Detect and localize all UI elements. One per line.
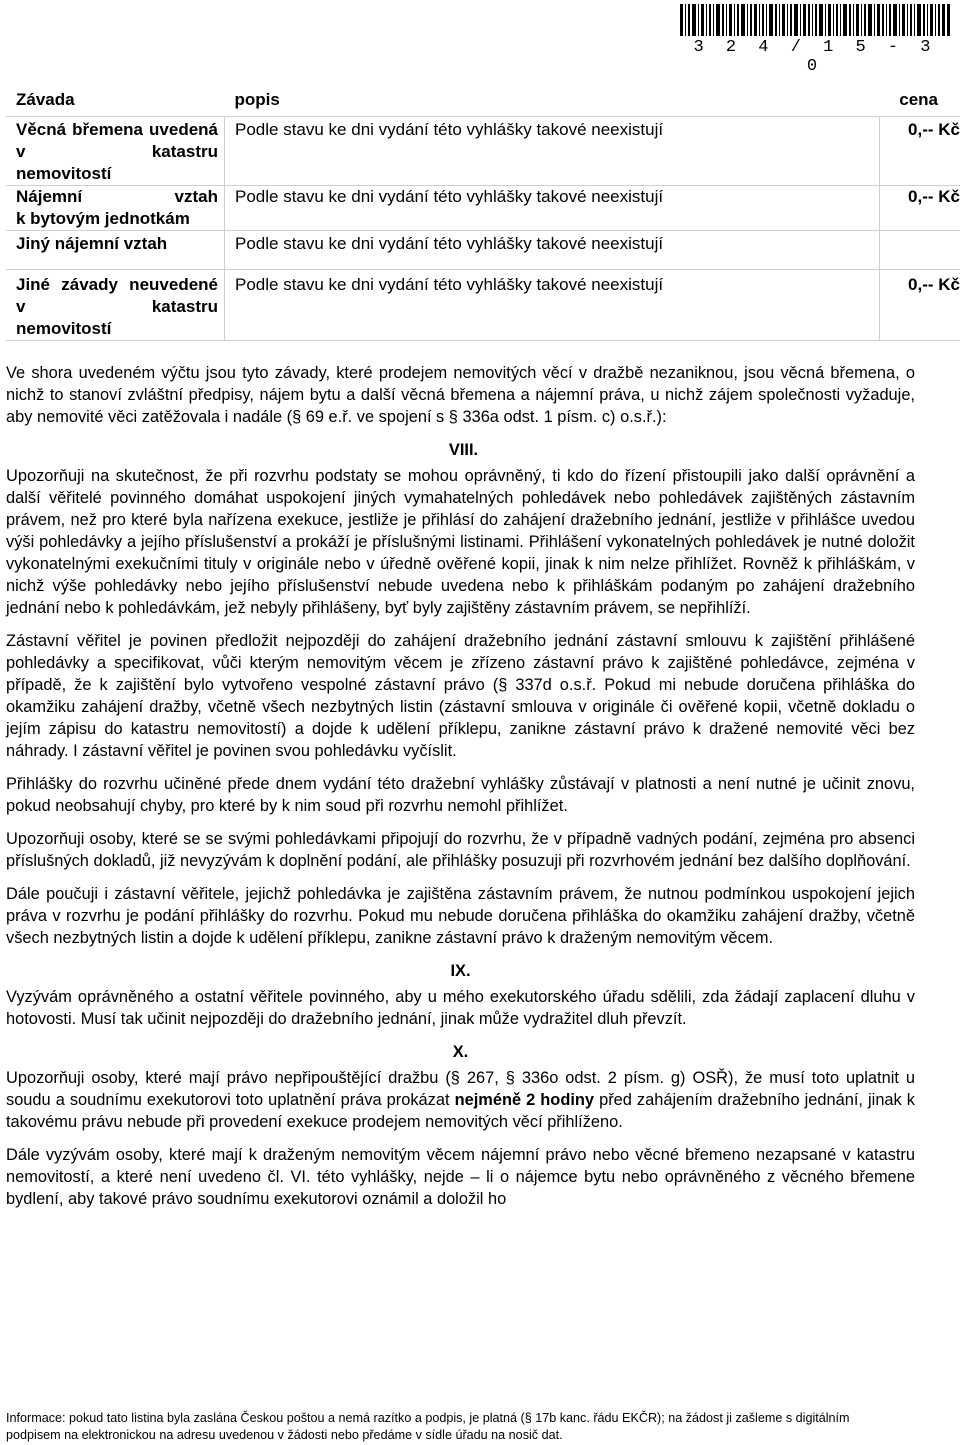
header-zavada: Závada: [6, 86, 225, 117]
row-cena: 0,-- Kč: [880, 270, 960, 341]
section-heading-viii: VIII.: [448, 441, 479, 459]
paragraph: Dále vyzývám osoby, které mají k draženým nemovitým věcem nájemní právo nebo věcné břemeno nezapsané v katastru nemovitostí, a které není uvedeno čl. VI. této vyhlášky, nejde – li o nájemce bytu nebo oprávněného z věcného břemene bydlení, aby takové právo soudnímu exekutorovi oznámil a doložil ho: [6, 1146, 915, 1208]
paragraph: Zástavní věřitel je povinen předložit nejpozději do zahájení dražebního jednání zástavní smlouvu k zajištění přihlášené pohledávky a specifikovat, vůči kterým nemovitým věcem je zřízeno zástavní právo k zajištěné pohledávce, zejména v případě, že k zajištění bylo vytvořeno vespolné zástavní právo (§ 337d o.s.ř. Pokud mi nebude doručena přihláška do okamžiku zahájení dražby, včetně všech nezbytných listin (zástavní smlouva v originále či ověřené kopii, včetně dokladu o jejím zápisu do katastru nemovitostí) a dojde k udělení příklepu, zanikne zástavní právo k dražené nemovité věci bez náhrady. I zástavní věřitel je povinen svou pohledávku vyčíslit.: [6, 632, 915, 760]
section-heading-x: X.: [452, 1043, 469, 1061]
header-cena: cena: [880, 86, 960, 117]
paragraph: Dále poučuji i zástavní věřitele, jejichž pohledávka je zajištěna zástavním právem, že nutnou podmínkou uspokojení jejich práva v rozvrhu je podání přihlášky do rozvrhu. Pokud mu nebude doručena přihláška do okamžiku zahájení dražby, včetně všech nezbytných listin a dojde k udělení příklepu, zanikne zástavní právo k draženým nemovitým věcem.: [6, 885, 915, 947]
row-zavada: Nájemní vztah k bytovým jednotkám: [6, 186, 225, 231]
table-header-row: [6, 86, 960, 117]
paragraph: Přihlášky do rozvrhu učiněné přede dnem vydání této dražební vyhlášky zůstávají v platnosti a není nutné je učinit znovu, pokud neobsahují chyby, pro které by k nim soud při rozvrhu nemohl přihlížet.: [6, 775, 915, 815]
table-row: [6, 117, 960, 186]
row-zavada: Jiný nájemní vztah: [6, 231, 225, 270]
row-cena: [880, 231, 960, 270]
row-zavada: Jiné závady neuvedené v katastru nemovitostí: [6, 270, 225, 341]
row-cena: 0,-- Kč: [880, 186, 960, 231]
barcode: [680, 4, 950, 76]
burdens-table: [6, 86, 960, 341]
paragraph: Upozorňuji osoby, které mají právo nepřipouštějící dražbu (§ 267, § 336o odst. 2 písm. g) OSŘ), že musí toto uplatnit u soudu a soudnímu exekutorovi toto uplatnění práva prokázat nejméně 2 hodiny před zahájením dražebního jednání, jinak k takovému právu nebude při provedení exekuce prodejem nemovitých věcí přihlíženo.: [6, 1069, 915, 1131]
bold-deadline: nejméně 2 hodiny: [454, 1091, 595, 1109]
intro-paragraph: Ve shora uvedeném výčtu jsou tyto závady, které prodejem nemovitých věcí v dražbě nezaniknou, jsou věcná břemena, o nichž to stanoví zvláštní předpisy, nájem bytu a další věcná břemena a nájemní práva, u nichž zájem společnosti vyžaduje, aby nemovité věci zatěžovala i nadále (§ 69 e.ř. ve spojení s § 336a odst. 1 písm. c) o.s.ř.):: [6, 364, 915, 426]
paragraph: Vyzývám oprávněného a ostatní věřitele povinného, aby u mého exekutorského úřadu sdělili, zda žádají zaplacení dluhu v hotovosti. Musí tak učinit nejpozději do dražebního jednání, jinak může vydražitel dluh převzít.: [6, 988, 915, 1028]
header-popis: popis: [225, 86, 880, 117]
table-row: [6, 231, 960, 270]
barcode-icon: [680, 4, 950, 36]
footer-note: Informace: pokud tato listina byla zaslána Českou poštou a nemá razítko a podpis, je platná (§ 17b kanc. řádu EKČR); na žádost ji zašleme s digitálním podpisem na elektronickou na adresu uvedenou v žádosti nebo předáme v sídle úřadu na nosič dat.: [6, 1411, 850, 1442]
table-row: [6, 186, 960, 231]
section-heading-ix: IX.: [450, 962, 471, 980]
row-popis: Podle stavu ke dni vydání této vyhlášky takové neexistují: [225, 117, 880, 186]
row-popis: Podle stavu ke dni vydání této vyhlášky takové neexistují: [225, 270, 880, 341]
table-row: [6, 270, 960, 341]
barcode-number: 3 2 4 / 1 5 - 3 0: [693, 38, 937, 76]
paragraph: Upozorňuji na skutečnost, že při rozvrhu podstaty se mohou oprávněný, ti kdo do řízení přistoupili jako další oprávnění a další věřitelé povinného domáhat uspokojení jiných vymahatelných pohledávek nebo pohledávek zajištěných zástavním právem, než pro které byla nařízena exekuce, jestliže je přihlásí do zahájení dražebního jednání, jestliže v přihlášce uvedou výši pohledávky a jejího příslušenství a prokáží je příslušnými listinami. Přihlášení vykonatelných pohledávek je nutné doložit vykonatelnými exekučními tituly v originále nebo v úředně ověřené kopii, jinak k nim nelze přihlížet. Rovněž k přihláškám, v nichž výše pohledávky nebo jejího příslušenství nebude uvedena nebo k přihláškám podaným po zahájení dražebního jednání nebo k pohledávkám, jež nebyly přihlášeny, byť byly zajištěny zástavním právem, se nepřihlíží.: [6, 467, 915, 617]
row-cena: 0,-- Kč: [880, 117, 960, 186]
paragraph: Upozorňuji osoby, které se se svými pohledávkami připojují do rozvrhu, že v případně vadných podání, zejména pro absenci příslušných dokladů, již nevyzývám k doplnění podání, ale přihlášky posuzuji při rozvrhovém jednání bez dalšího doplňování.: [6, 830, 915, 870]
row-popis: Podle stavu ke dni vydání této vyhlášky takové neexistují: [225, 231, 880, 270]
document-body: [6, 362, 915, 1221]
row-popis: Podle stavu ke dni vydání této vyhlášky takové neexistují: [225, 186, 880, 231]
row-zavada: Věcná břemena uvedená v katastru nemovitostí: [6, 117, 225, 186]
